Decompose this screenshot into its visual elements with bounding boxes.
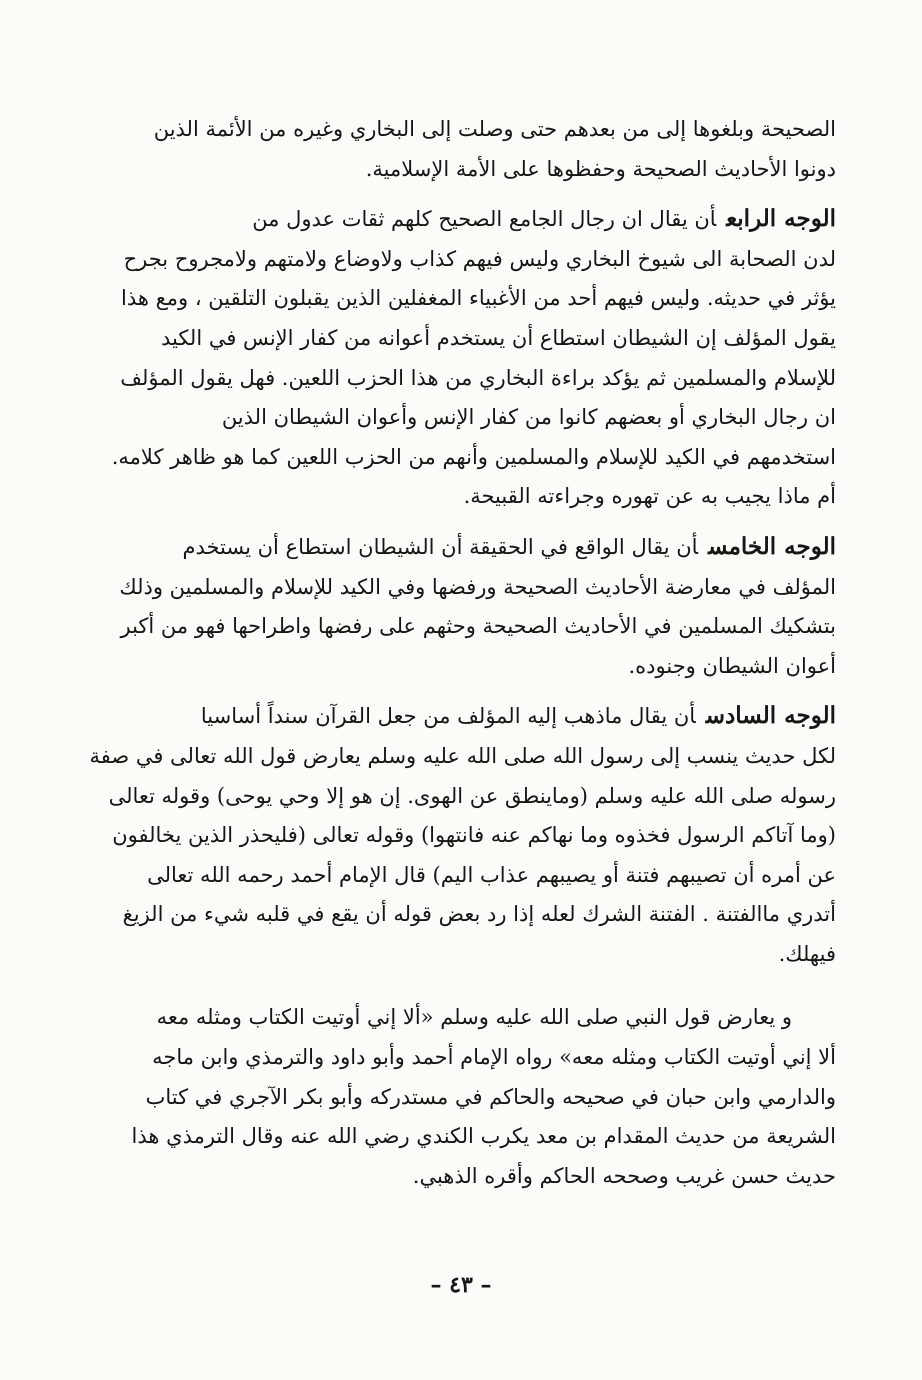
text-line: للإسلام والمسلمين ثم يؤكد براءة البخاري من هذا الحزب اللعين. فهل يقول المؤلف	[120, 365, 836, 390]
paragraph-fourth-aspect	[84, 199, 836, 517]
text-line: يؤثر في حديثه. وليس فيهم أحد من الأغبياء المغفلين الذين يقبلون التلقين ، ومع هذا	[121, 286, 836, 311]
section-heading: الوجه الخامس	[708, 532, 836, 560]
text-line-with-heading	[84, 527, 836, 568]
text-line: والدارمي وابن حبان في صحيحه والحاكم في مستدركه وأبو بكر الآجري في كتاب	[145, 1084, 836, 1109]
text-line: لكل حديث ينسب إلى رسول الله صلى الله عليه وسلم يعارض قول الله تعالى في صفة	[89, 743, 836, 768]
text-line: أعوان الشيطان وجنوده.	[628, 653, 836, 678]
page-number: – ٤٣ –	[430, 1272, 492, 1298]
paragraph-sixth-aspect	[84, 696, 836, 974]
text-line-with-heading	[84, 199, 836, 240]
text-line: أم ماذا يجيب به عن تهوره وجراءته القبيحة.	[463, 484, 836, 509]
text-line: أن يقال ان رجال الجامع الصحيح كلهم ثقات عدول من	[252, 207, 717, 232]
text-line: فيهلك.	[778, 941, 836, 966]
paragraph-hadith	[84, 998, 836, 1196]
text-line-with-heading	[84, 696, 836, 737]
text-line: يقول المؤلف إن الشيطان استطاع أن يستخدم أعوانه من كفار الإنس في الكيد	[160, 325, 836, 350]
text-line: أتدري ماالفتنة . الفتنة الشرك لعله إذا رد بعض قوله أن يقع في قلبه شيء من الزيغ	[122, 902, 836, 927]
text-line: بتشكيك المسلمين في الأحاديث الصحيحة وحثهم على رفضها واطراحها فهو من أكبر	[120, 614, 836, 639]
text-line: رسوله صلى الله عليه وسلم (وماينطق عن الهوى. إن هو إلا وحي يوحى) وقوله تعالى	[108, 783, 836, 808]
text-line: المؤلف في معارضة الأحاديث الصحيحة ورفضها وفي الكيد للإسلام والمسلمين وذلك	[119, 574, 836, 599]
text-line: و يعارض قول النبي صلى الله عليه وسلم «ألا إني أوتيت الكتاب ومثله معه	[156, 1005, 792, 1030]
section-heading: الوجه الرابع	[726, 205, 836, 233]
text-line: الشريعة من حديث المقدام بن معد يكرب الكندي رضي الله عنه وقال الترمذي هذا	[131, 1124, 836, 1149]
text-line: لدن الصحابة الى شيوخ البخاري وليس فيهم كذاب ولاوضاع ولامتهم ولامجروح بجرح	[123, 246, 836, 271]
paragraph-continuation	[84, 110, 836, 189]
text-line: ان رجال البخاري أو بعضهم كانوا من كفار الإنس وأعوان الشيطان الذين	[221, 405, 836, 430]
text-line: دونوا الأحاديث الصحيحة وحفظوها على الأمة الإسلامية.	[365, 156, 836, 181]
text-line: (وما آتاكم الرسول فخذوه وما نهاكم عنه فانتهوا) وقوله تعالى (فليحذر الذين يخالفون	[112, 823, 836, 848]
text-line: حديث حسن غريب وصححه الحاكم وأقره الذهبي.	[412, 1163, 836, 1188]
text-line: استخدمهم في الكيد للإسلام والمسلمين وأنهم من الحزب اللعين كما هو ظاهر كلامه.	[111, 444, 836, 469]
text-line: أن يقال الواقع في الحقيقة أن الشيطان استطاع أن يستخدم	[182, 534, 699, 559]
text-line: الصحيحة وبلغوها إلى من بعدهم حتى وصلت إلى البخاري وغيره من الأئمة الذين	[153, 117, 836, 141]
text-line: أن يقال ماذهب إليه المؤلف من جعل القرآن سنداً أساسيا	[200, 704, 696, 729]
paragraph-fifth-aspect	[84, 527, 836, 686]
section-heading: الوجه السادس	[705, 702, 836, 730]
text-line: ألا إني أوتيت الكتاب ومثله معه» رواه الإمام أحمد وأبو داود والترمذي وابن ماجه	[152, 1045, 836, 1070]
text-line: عن أمره أن تصيبهم فتنة أو يصيبهم عذاب اليم) قال الإمام أحمد رحمه الله تعالى	[147, 862, 836, 887]
